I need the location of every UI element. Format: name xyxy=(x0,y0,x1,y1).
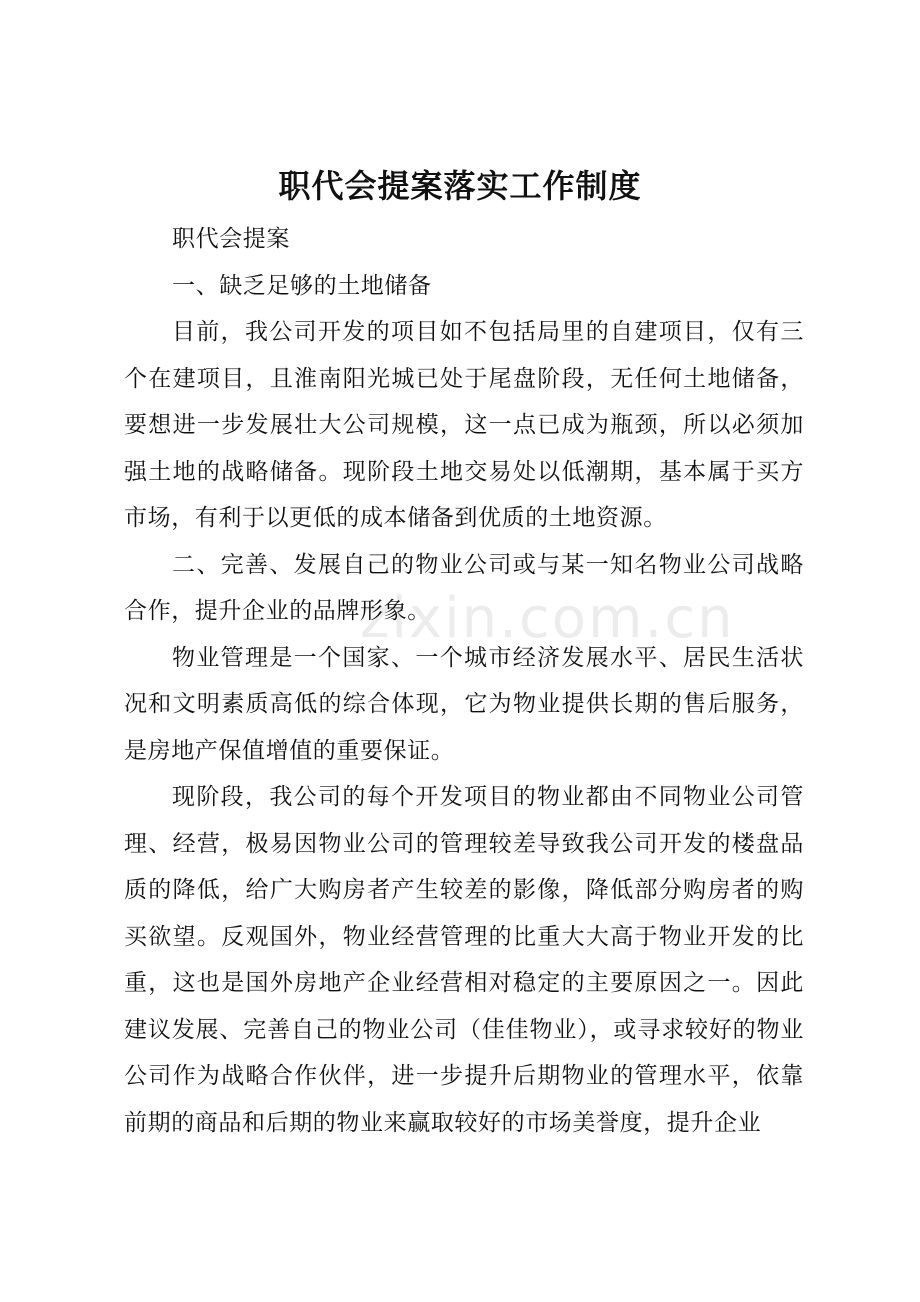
paragraph-land-reserve: 目前，我公司开发的项目如不包括局里的自建项目，仅有三个在建项目，且淮南阳光城已处于尾盘阶段，无任何土地储备，要想进一步发展壮大公司规模，这一点已成为瓶颈，所以必须加强土地的战略储备。现阶段土地交易处以低潮期，基本属于买方市场，有利于以更低的成本储备到优质的土地资源。 xyxy=(124,319,804,531)
paragraph-property-management: 物业管理是一个国家、一个城市经济发展水平、居民生活状况和文明素质高低的综合体现，它为物业提供长期的售后服务，是房地产保值增值的重要保证。 xyxy=(124,644,804,764)
document-body xyxy=(124,216,804,1146)
paragraph-current-situation: 现阶段，我公司的每个开发项目的物业都由不同物业公司管理、经营，极易因物业公司的管理较差导致我公司开发的楼盘品质的降低，给广大购房者产生较差的影像，降低部分购房者的购买欲望。反观国外，物业经营管理的比重大大高于物业开发的比重，这也是国外房地产企业经营相对稳定的主要原因之一。因此建议发展、完善自己的物业公司（佳佳物业），或寻求较好的物业公司作为战略合作伙伴，进一步提升后期物业的管理水平，依靠前期的商品和后期的物业来赢取较好的市场美誉度，提升企业 xyxy=(124,784,804,1136)
document-title: 职代会提案落实工作制度 xyxy=(278,167,642,205)
watermark: zixin.com.cn xyxy=(360,586,735,651)
paragraph-section-one-heading: 一、缺乏足够的土地储备 xyxy=(172,272,432,299)
paragraph-heading-proposal: 职代会提案 xyxy=(172,226,290,252)
paragraph-section-two-heading: 二、完善、发展自己的物业公司或与某一知名物业公司战略合作，提升企业的品牌形象。 xyxy=(124,551,804,624)
